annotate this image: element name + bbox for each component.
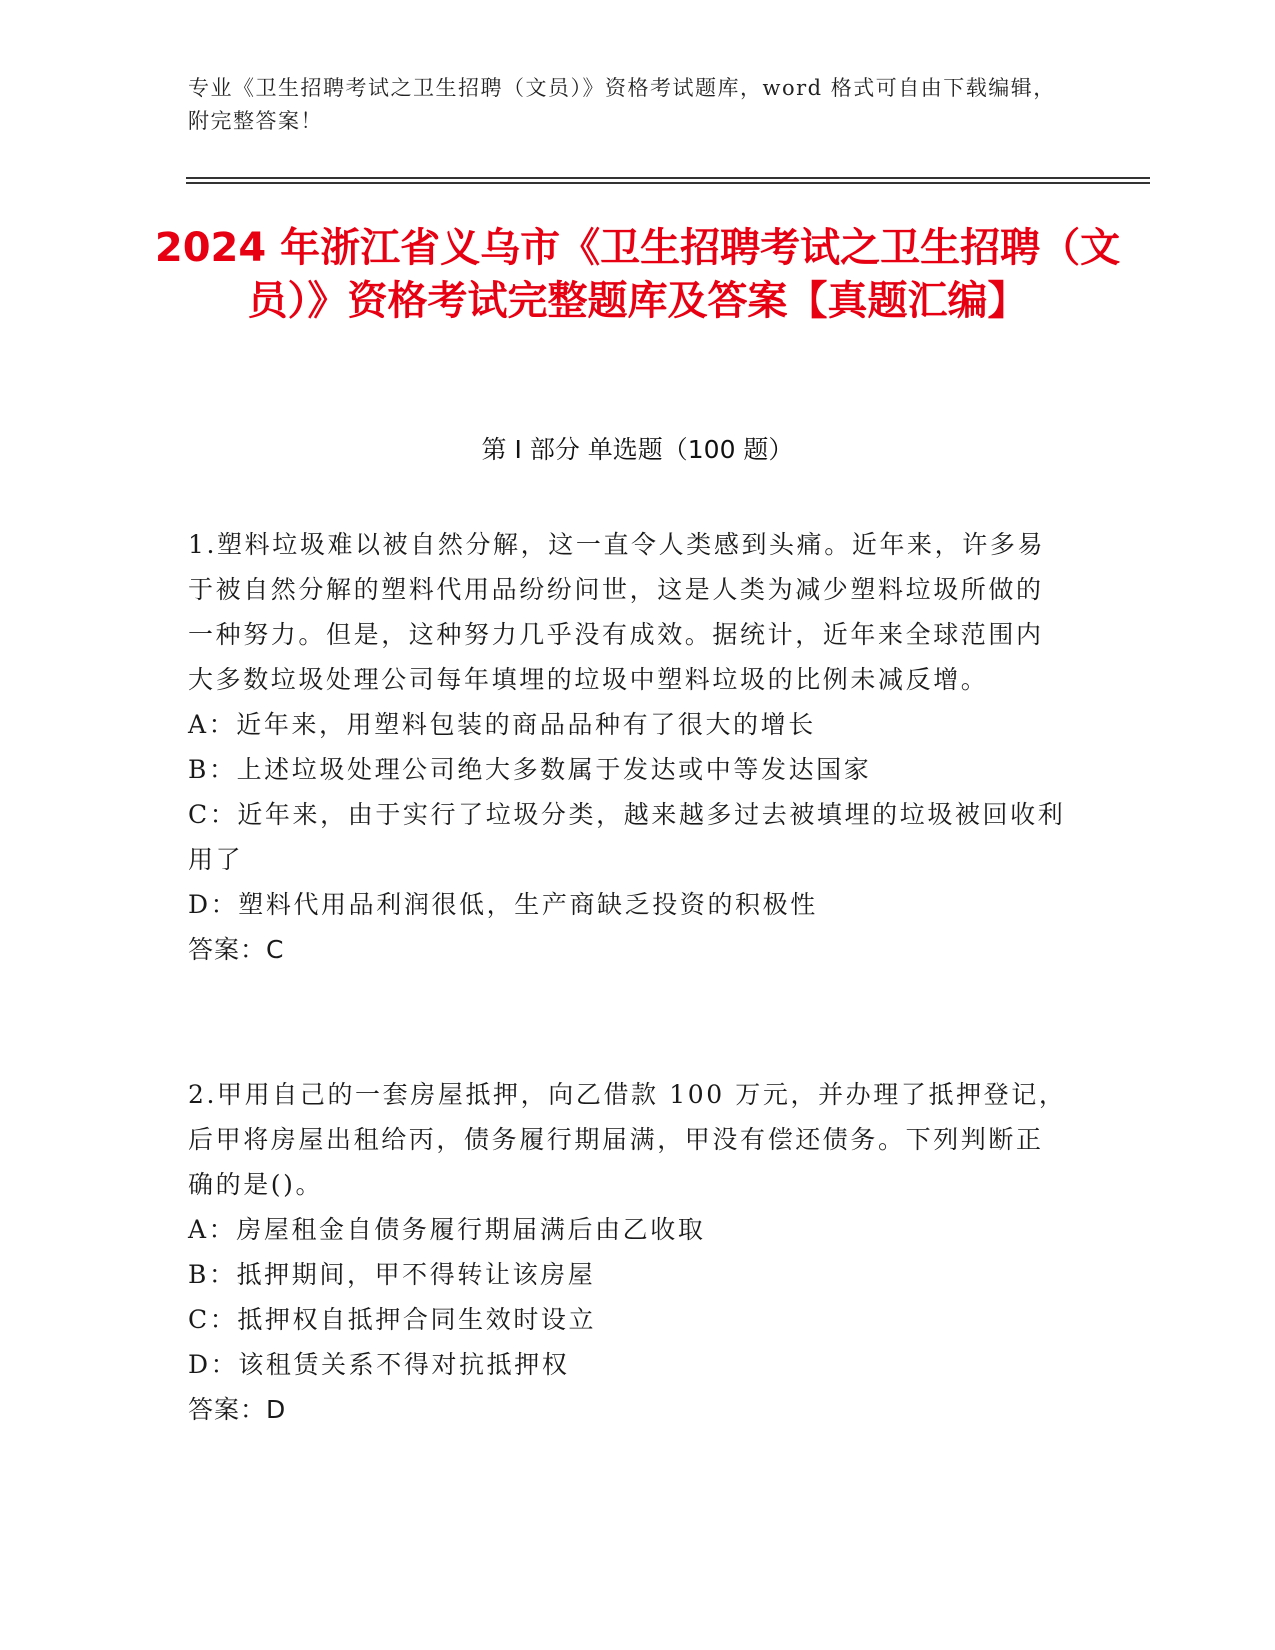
question-2 [188, 1072, 1068, 1432]
option-c: C：近年来，由于实行了垃圾分类，越来越多过去被填埋的垃圾被回收利用了 [188, 800, 1066, 874]
header-divider-bottom [186, 182, 1150, 184]
question-1 [188, 522, 1068, 972]
document-title: 2024 年浙江省义乌市《卫生招聘考试之卫生招聘（文员）》资格考试完整题库及答案【真题汇编】 [154, 225, 1121, 324]
option-a: A：近年来，用塑料包装的商品品种有了很大的增长 [188, 710, 816, 739]
option-b: B：上述垃圾处理公司绝大多数属于发达或中等发达国家 [188, 755, 872, 784]
option-b: B：抵押期间，甲不得转让该房屋 [188, 1260, 596, 1289]
option-d: D：塑料代用品利润很低，生产商缺乏投资的积极性 [188, 890, 818, 919]
header-divider-top [186, 177, 1150, 179]
header-note: 专业《卫生招聘考试之卫生招聘（文员）》资格考试题库，word 格式可自由下载编辑，附完整答案！ [188, 76, 1056, 133]
answer: 答案：D [188, 1395, 287, 1424]
question-stem: 2.甲用自己的一套房屋抵押，向乙借款 100 万元，并办理了抵押登记，后甲将房屋出租给丙，债务履行期届满，甲没有偿还债务。下列判断正确的是()。 [188, 1080, 1067, 1199]
option-d: D：该租赁关系不得对抗抵押权 [188, 1350, 570, 1379]
section-title: 第 I 部分 单选题（100 题） [481, 435, 794, 464]
option-c: C：抵押权自抵押合同生效时设立 [188, 1305, 597, 1334]
question-stem: 1.塑料垃圾难以被自然分解，这一直令人类感到头痛。近年来，许多易于被自然分解的塑料代用品纷纷问世，这是人类为减少塑料垃圾所做的一种努力。但是，这种努力几乎没有成效。据统计，近年来全球范围内大多数垃圾处理公司每年填埋的垃圾中塑料垃圾的比例未减反增。 [188, 530, 1046, 694]
option-a: A：房屋租金自债务履行期届满后由乙收取 [188, 1215, 706, 1244]
answer: 答案：C [188, 935, 285, 964]
